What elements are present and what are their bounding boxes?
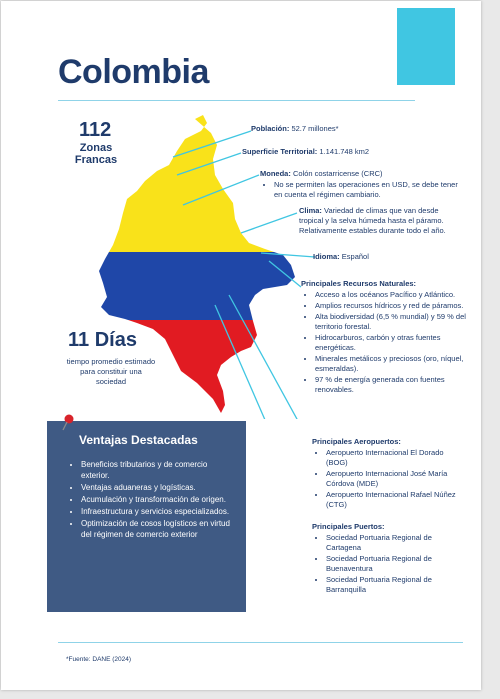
list-item: • Sociedad Portuaria Regional de Cartagena bbox=[326, 533, 462, 553]
ventajas-title: Ventajas Destacadas bbox=[79, 433, 198, 447]
moneda-value: Colón costarricense (CRC) bbox=[292, 169, 383, 178]
list-item: • Aeropuerto Internacional José María Córdova (MDE) bbox=[326, 469, 462, 489]
info-aeropuertos bbox=[312, 437, 462, 510]
list-item: • Alta biodiversidad (6,5 % mundial) y 59 % del territorio forestal. bbox=[315, 312, 466, 332]
list-item: • 97 % de energía generada con fuentes renovables. bbox=[315, 375, 466, 395]
info-moneda bbox=[260, 169, 465, 200]
moneda-list bbox=[260, 180, 465, 200]
recursos-label: Principales Recursos Naturales: bbox=[301, 279, 417, 288]
list-item: • Hidrocarburos, carbón y otras fuentes energéticas. bbox=[315, 333, 466, 353]
info-clima bbox=[299, 206, 461, 236]
list-item: • Optimización de cosos logísticos en virtud del régimen de comercio exterior bbox=[81, 518, 232, 540]
poblacion-label: Población: bbox=[251, 124, 290, 133]
list-item: • Ventajas aduaneras y logísticas. bbox=[81, 482, 232, 493]
poblacion-value: 52.7 millones* bbox=[291, 124, 339, 133]
free-zones-number: 112 bbox=[79, 119, 112, 141]
days-label: tiempo promedio estimado para constituir una sociedad bbox=[66, 357, 156, 386]
list-item: • Acumulación y transformación de origen. bbox=[81, 494, 232, 505]
list-item: • Aeropuerto Internacional El Dorado (BOG) bbox=[326, 448, 462, 468]
info-superficie bbox=[242, 147, 452, 157]
list-item: • Sociedad Portuaria Regional de Buenaventura bbox=[326, 554, 462, 574]
title-divider bbox=[58, 100, 415, 101]
info-poblacion bbox=[251, 124, 451, 134]
list-item: • Aeropuerto Internacional Rafael Núñez (CTG) bbox=[326, 490, 462, 510]
idioma-label: Idioma: bbox=[313, 252, 340, 261]
list-item: • Acceso a los océanos Pacífico y Atlántico. bbox=[315, 290, 466, 300]
clima-value: Variedad de climas que van desde tropical y la selva húmeda hasta el páramo. Relativamente estables durante todo el año. bbox=[299, 206, 446, 235]
ventajas-list bbox=[65, 459, 232, 540]
moneda-label: Moneda: bbox=[260, 169, 291, 178]
puertos-label: Principales Puertos: bbox=[312, 522, 385, 531]
info-idioma bbox=[313, 252, 463, 262]
puertos-list bbox=[312, 533, 462, 595]
list-item: • Beneficios tributarios y de comercio exterior. bbox=[81, 459, 232, 481]
aeropuertos-label: Principales Aeropuertos: bbox=[312, 437, 401, 446]
moneda-bullet: • No se permiten las operaciones en USD, se debe tener en cuenta el régimen cambiario. bbox=[274, 180, 465, 200]
idioma-value: Español bbox=[341, 252, 369, 261]
superficie-value: 1.141.748 km2 bbox=[319, 147, 370, 156]
list-item: • Sociedad Portuaria Regional de Barranquilla bbox=[326, 575, 462, 595]
corner-accent-square bbox=[397, 8, 455, 85]
ventajas-box bbox=[47, 421, 246, 612]
footer-divider bbox=[58, 642, 463, 643]
pushpin-icon bbox=[61, 414, 75, 432]
clima-label: Clima: bbox=[299, 206, 322, 215]
recursos-list bbox=[301, 290, 466, 395]
list-item: • Infraestructura y servicios especializados. bbox=[81, 506, 232, 517]
aeropuertos-list bbox=[312, 448, 462, 510]
days-number: 11 Días bbox=[68, 329, 137, 351]
infographic-page bbox=[1, 1, 481, 690]
source-note: *Fuente: DANE (2024) bbox=[66, 656, 132, 663]
page-title: Colombia bbox=[58, 53, 209, 91]
info-puertos bbox=[312, 522, 462, 595]
list-item: • Amplios recursos hídricos y red de páramos. bbox=[315, 301, 466, 311]
info-recursos bbox=[301, 279, 466, 395]
free-zones-label: Zonas Francas bbox=[74, 142, 118, 166]
list-item: • Minerales metálicos y preciosos (oro, níquel, esmeraldas). bbox=[315, 354, 466, 374]
superficie-label: Superficie Territorial: bbox=[242, 147, 318, 156]
